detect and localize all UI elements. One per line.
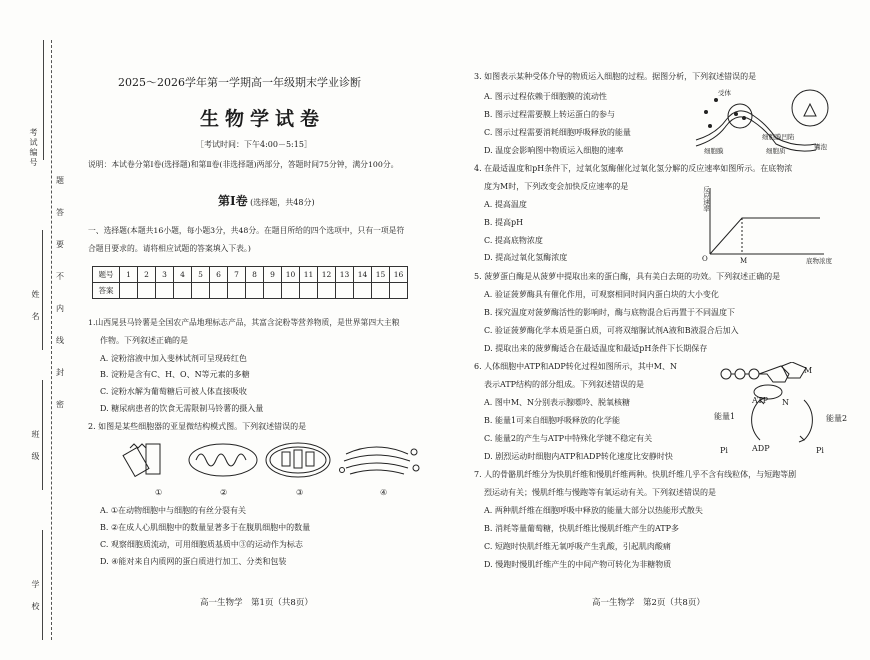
answer-table-header-row (93, 267, 408, 283)
figure-label: 受体 (718, 89, 731, 97)
instruction-line: 合题目要求的。请将相应试题的答案填入下表。) (88, 244, 251, 253)
option-a[interactable]: A. 提高温度 (484, 200, 527, 209)
exam-time: ［考试时间：下午4:00－5:15］ (196, 140, 312, 149)
page-footer-right: 高一生物学 第2页（共8页） (592, 598, 705, 608)
question-number-cell: 6 (210, 267, 228, 283)
question-number-cell: 12 (318, 267, 336, 283)
option-a[interactable]: A. 图中M、N分别表示腺嘌呤、脱氧核糖 (484, 398, 631, 407)
question-number-cell: 14 (354, 267, 372, 283)
seal-char: 密 (56, 400, 64, 409)
seal-char: 要 (56, 240, 64, 249)
exam-title: 2025～2026学年第一学期高一年级期末学业诊断 (118, 76, 361, 89)
question-number-cell: 2 (138, 267, 156, 283)
question-number-cell: 9 (264, 267, 282, 283)
option-b[interactable]: B. 能量1可来自细胞呼吸释放的化学能 (484, 416, 621, 425)
option-d[interactable]: D. 提高过氧化氢酶浓度 (484, 253, 568, 262)
answer-cell[interactable] (120, 283, 138, 299)
answer-cell[interactable] (210, 283, 228, 299)
answer-cell[interactable] (138, 283, 156, 299)
option-c[interactable]: C. 短跑时快肌纤维无氧呼吸产生乳酸，引起肌肉酸痛 (484, 542, 671, 551)
question-stem: 6. 人体细胞中ATP和ADP转化过程如图所示，其中M、N (474, 362, 677, 371)
pi-label-left: Pi (720, 446, 728, 455)
option-b[interactable]: B. 图示过程需要膜上转运蛋白的参与 (484, 110, 615, 119)
answer-cell[interactable] (336, 283, 354, 299)
pi-label-right: Pi (816, 446, 824, 455)
question-stem: 7. 人的骨骼肌纤维分为快肌纤维和慢肌纤维两种。快肌纤维几乎不含有线粒体，与短跑等剧 (474, 470, 797, 479)
option-d[interactable]: D. ④能对来自内质网的蛋白质进行加工、分类和包装 (100, 557, 287, 566)
chart-origin: O (702, 255, 708, 263)
seal-char: 题 (56, 176, 64, 185)
page-footer-left: 高一生物学 第1页（共8页） (200, 598, 313, 608)
option-a[interactable]: A. 验证菠萝酶具有催化作用，可观察相同时间内蛋白块的大小变化 (484, 290, 719, 299)
name-label: 姓名 (31, 290, 40, 334)
option-c[interactable]: C. 淀粉水解为葡萄糖后可被人体直接吸收 (100, 387, 247, 396)
section-title-sub: (选择题，共48分) (250, 198, 315, 207)
option-c[interactable]: C. 验证菠萝酶化学本质是蛋白质，可将双缩脲试剂A液和B液混合后加入 (484, 326, 739, 335)
question-number-cell: 3 (156, 267, 174, 283)
question-number-cell: 13 (336, 267, 354, 283)
question-number-cell: 10 (282, 267, 300, 283)
option-a[interactable]: A. 淀粉溶液中加入斐林试剂可呈现砖红色 (100, 354, 247, 363)
seal-char: 不 (56, 272, 64, 281)
option-a[interactable]: A. ①在动物细胞中与细胞的有丝分裂有关 (100, 506, 247, 515)
exam-no-line (43, 40, 44, 160)
option-b[interactable]: B. 淀粉是含有C、H、O、N等元素的多糖 (100, 370, 250, 379)
answer-table (92, 266, 408, 299)
option-b[interactable]: B. ②在成人心肌细胞中的数量显著多于在腹肌细胞中的数量 (100, 523, 311, 532)
seal-char: 线 (56, 336, 64, 345)
name-line[interactable] (42, 230, 43, 350)
chart-ylabel: 反应速率 (702, 186, 710, 212)
option-c[interactable]: C. 提高底物浓度 (484, 236, 543, 245)
option-b[interactable]: B. 探究温度对菠萝酶活性的影响时，酶与底物混合后再置于不同温度下 (484, 308, 735, 317)
option-d[interactable]: D. 提取出来的菠萝酶适合在最适温度和最适pH条件下长期保存 (484, 344, 708, 353)
answer-cell[interactable] (192, 283, 210, 299)
option-c[interactable]: C. 图示过程需要消耗细胞呼吸释放的能量 (484, 128, 631, 137)
figure-label: 细胞膜 (704, 147, 724, 155)
energy1-label: 能量1 (714, 412, 736, 421)
reaction-rate-chart (700, 184, 830, 260)
answer-cell[interactable] (174, 283, 192, 299)
question-stem: 5. 菠萝蛋白酶是从菠萝中提取出来的蛋白酶，具有美白去斑的功效。下列叙述正确的是 (474, 272, 781, 281)
subject-title: 生物学试卷 (200, 108, 326, 130)
answer-cell[interactable] (354, 283, 372, 299)
answer-cell[interactable] (228, 283, 246, 299)
figure-label: ③ (296, 488, 304, 497)
question-number-cell: 15 (372, 267, 390, 283)
figure-label: 细胞质 (766, 147, 786, 155)
atp-label: ATP (752, 396, 769, 405)
section-title-main: 第Ⅰ卷 (218, 194, 248, 208)
option-a[interactable]: A. 两种肌纤维在细胞呼吸中释放的能量大部分以热能形式散失 (484, 506, 703, 515)
school-label: 学校 (31, 580, 40, 624)
chloroplast-drawing (266, 443, 330, 477)
option-d[interactable]: D. 慢跑时慢肌纤维产生的中间产物可转化为非糖物质 (484, 560, 672, 569)
option-d[interactable]: D. 糖尿病患者的饮食无需限制马铃薯的摄入量 (100, 404, 264, 413)
question-stem: 3. 如图表示某种受体介导的物质运入细胞的过程。据图分析，下列叙述错误的是 (474, 72, 757, 81)
question-number-cell: 8 (246, 267, 264, 283)
chart-mark: M (740, 257, 748, 265)
option-d[interactable]: D. 温度会影响图中物质运入细胞的速率 (484, 146, 624, 155)
question-stem: 烈运动有关；慢肌纤维与慢跑等有氧运动有关。下列叙述错误的是 (484, 488, 716, 497)
energy2-label: 能量2 (826, 414, 848, 423)
option-c[interactable]: C. 观察细胞质流动，可用细胞质基质中③的运动作为标志 (100, 540, 303, 549)
answer-cell[interactable] (372, 283, 390, 299)
answer-table-label: 题号 (93, 267, 120, 283)
seal-char: 封 (56, 368, 64, 377)
figure-label: ② (220, 488, 228, 497)
centriole-drawing (123, 444, 160, 476)
figure-label: 细胞膜凹陷 (762, 133, 795, 141)
answer-cell[interactable] (300, 283, 318, 299)
answer-cell[interactable] (264, 283, 282, 299)
question-stem: 作物。下列叙述正确的是 (100, 336, 188, 345)
figure-label: ① (155, 488, 163, 497)
question-stem: 1.山西晁县马铃薯是全国农产品地理标志产品，其富含淀粉等营养物质，是世界第四大主粮 (88, 318, 400, 327)
seal-char: 内 (56, 304, 64, 313)
question-stem: 表示ATP结构的部分组成。下列叙述错误的是 (484, 380, 645, 389)
question-stem: 4. 在最适温度和pH条件下，过氧化氢酶催化过氧化氢分解的反应速率如图所示。在底物浓 (474, 164, 793, 173)
school-line[interactable] (42, 530, 43, 640)
class-label: 班级 (31, 430, 40, 474)
seal-dashed-line (51, 40, 52, 640)
exam-no-label: 考试编号 (29, 128, 38, 168)
class-line[interactable] (42, 380, 43, 490)
section-title (218, 196, 315, 208)
question-stem: 度为M时，下列改变会加快反应速率的是 (484, 182, 629, 191)
exam-note: 说明：本试卷分第Ⅰ卷(选择题)和第Ⅱ卷(非选择题)两部分，答题时间75分钟，满分100分。 (88, 160, 399, 169)
atp-label-n: N (782, 398, 789, 407)
question-number-cell: 16 (390, 267, 408, 283)
option-d[interactable]: D. 剧烈运动时细胞内ATP和ADP转化速度比安静时快 (484, 452, 673, 461)
question-number-cell: 11 (300, 267, 318, 283)
adp-label: ADP (752, 444, 770, 453)
answer-cell[interactable] (282, 283, 300, 299)
answer-table-label: 答案 (93, 283, 120, 299)
question-number-cell: 4 (174, 267, 192, 283)
seal-char: 答 (56, 208, 64, 217)
answer-cell[interactable] (318, 283, 336, 299)
atp-label-m: M (804, 366, 813, 375)
instruction-line: 一、选择题(本题共16小题，每小题3分，共48分。在题目所给的四个选项中，只有一项是符 (88, 226, 405, 235)
chart-xlabel: 底物浓度 (806, 257, 832, 265)
mitochondrion-drawing (189, 444, 257, 476)
question-number-cell: 1 (120, 267, 138, 283)
answer-cell[interactable] (390, 283, 408, 299)
question-stem: 2. 如图是某些细胞器的亚显微结构模式图。下列叙述错误的是 (88, 422, 307, 431)
golgi-drawing (340, 447, 420, 474)
option-b[interactable]: B. 消耗等量葡萄糖，快肌纤维比慢肌纤维产生的ATP多 (484, 524, 680, 533)
figure-label: 囊泡 (814, 143, 827, 151)
answer-cell[interactable] (246, 283, 264, 299)
question-number-cell: 7 (228, 267, 246, 283)
answer-cell[interactable] (156, 283, 174, 299)
answer-table-answer-row (93, 283, 408, 299)
question-number-cell: 5 (192, 267, 210, 283)
figure-label: ④ (380, 488, 388, 497)
binding-margin (0, 0, 70, 660)
option-a[interactable]: A. 图示过程依赖于细胞膜的流动性 (484, 92, 607, 101)
option-c[interactable]: C. 能量2的产生与ATP中特殊化学键不稳定有关 (484, 434, 653, 443)
option-b[interactable]: B. 提高pH (484, 218, 524, 227)
